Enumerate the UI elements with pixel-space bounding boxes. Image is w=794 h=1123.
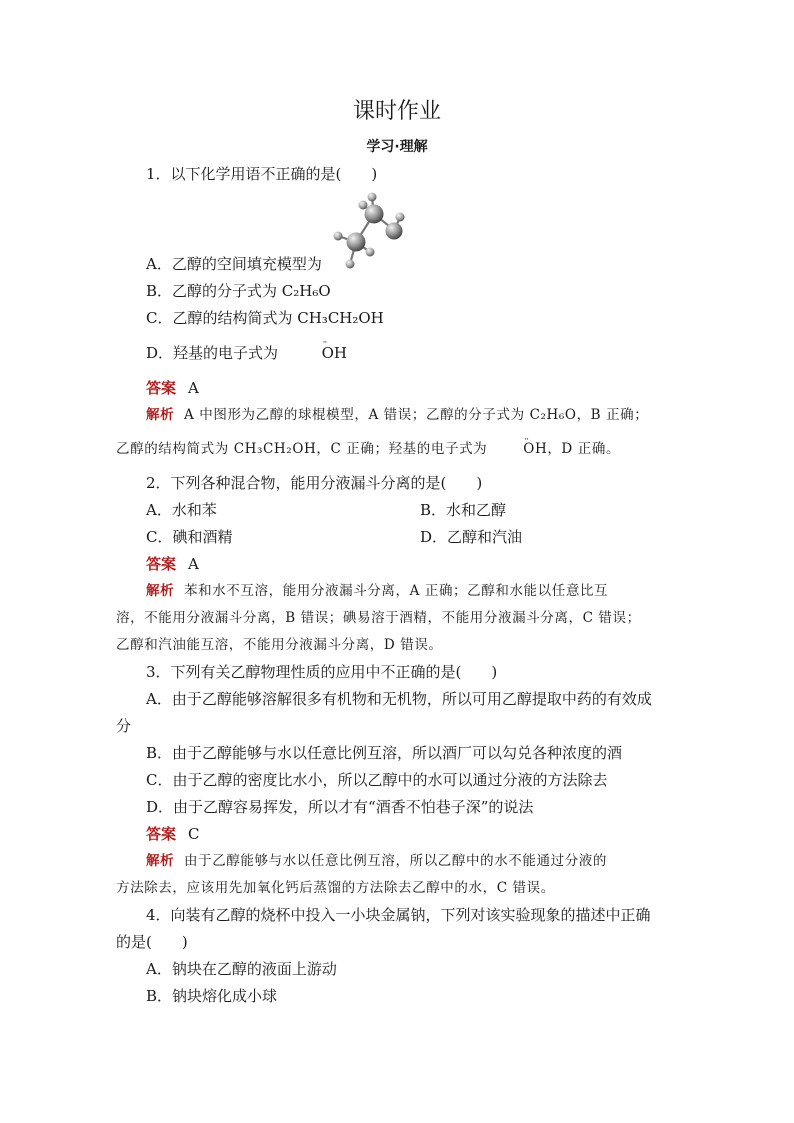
- q3-option-c: C．由于乙醇的密度比水小，所以乙醇中的水可以通过分液的方法除去: [146, 771, 608, 789]
- q3-option-a-cont: 分: [116, 717, 132, 735]
- explanation-label: 解析: [146, 853, 175, 869]
- q1-option-b: B．乙醇的分子式为 C₂H₆O: [146, 282, 331, 300]
- hydrogen-symbol: H: [333, 344, 347, 362]
- q1-option-d-text: D．羟基的电子式为: [146, 344, 279, 362]
- q3-explanation-line1: 解析 由于乙醇能够与水以任意比例互溶，所以乙醇中的水不能通过分液的: [146, 853, 607, 869]
- q1-explanation-line2: 乙醇的结构简式为 CH₃CH₂OH，C 正确；羟基的电子式为·· OH，D 正确。: [116, 439, 620, 459]
- q4-option-a: A．钠块在乙醇的液面上游动: [146, 960, 337, 978]
- q2-answer: [146, 554, 199, 574]
- answer-label: 答案: [146, 825, 177, 843]
- q3-stem: 3．下列有关乙醇物理性质的应用中不正确的是( ): [146, 663, 498, 681]
- section-heading: 学习·理解: [366, 139, 428, 155]
- q2-stem: 2．下列各种混合物，能用分液漏斗分离的是( ): [146, 474, 483, 492]
- oxygen-symbol: ·· O: [322, 344, 334, 362]
- q4-stem-cont: 的是( ): [116, 933, 188, 951]
- q2-option-b: B．水和乙醇: [420, 501, 507, 519]
- q3-option-a: A．由于乙醇能够溶解很多有机物和无机物，所以可用乙醇提取中药的有效成: [146, 690, 652, 708]
- q1-option-c: C．乙醇的结构简式为 CH₃CH₂OH: [146, 309, 384, 327]
- answer-value: A: [188, 379, 199, 397]
- answer-label: 答案: [146, 379, 177, 397]
- q1-option-d: [146, 343, 347, 363]
- q2-option-a: A．水和苯: [146, 501, 217, 519]
- explanation-label: 解析: [146, 583, 175, 599]
- q2-explanation-line3: 乙醇和汽油能互溶，不能用分液漏斗分离，D 错误。: [116, 637, 443, 653]
- q1-explanation-line1: 解析 A 中图形为乙醇的球棍模型，A 错误；乙醇的分子式为 C₂H₆O，B 正确；: [146, 407, 649, 423]
- q4-option-b: B．钠块熔化成小球: [146, 987, 278, 1005]
- answer-label: 答案: [146, 555, 177, 573]
- answer-value: A: [188, 555, 199, 573]
- page-title: 课时作业: [352, 99, 441, 124]
- q2-explanation-line2: 溶，不能用分液漏斗分离，B 错误；碘易溶于酒精，不能用分液漏斗分离，C 错误；: [116, 610, 641, 626]
- explanation-label: 解析: [146, 407, 175, 423]
- q4-stem: 4．向装有乙醇的烧杯中投入一小块金属钠，下列对该实验现象的描述中正确: [146, 906, 651, 924]
- q3-option-d: D．由于乙醇容易挥发，所以才有“酒香不怕巷子深”的说法: [146, 798, 534, 816]
- q2-explanation-line1: 解析 苯和水不互溶，能用分液漏斗分离，A 正确；乙醇和水能以任意比互: [146, 583, 609, 599]
- q1-stem: 1．以下化学用语不正确的是( ): [146, 165, 378, 183]
- q1-option-a: A．乙醇的空间填充模型为: [146, 255, 322, 273]
- q2-option-d: D．乙醇和汽油: [420, 528, 523, 546]
- q3-answer: [146, 824, 200, 844]
- q2-option-c: C．碘和酒精: [146, 528, 233, 546]
- ethanol-ball-stick-model: [330, 188, 412, 270]
- q1-answer: [146, 378, 199, 398]
- q3-explanation-line2: 方法除去，应该用先加氧化钙后蒸馏的方法除去乙醇中的水，C 错误。: [116, 880, 555, 896]
- q3-option-b: B．由于乙醇能够与水以任意比例互溶，所以酒厂可以勾兑各种浓度的酒: [146, 744, 623, 762]
- answer-value: C: [188, 825, 200, 843]
